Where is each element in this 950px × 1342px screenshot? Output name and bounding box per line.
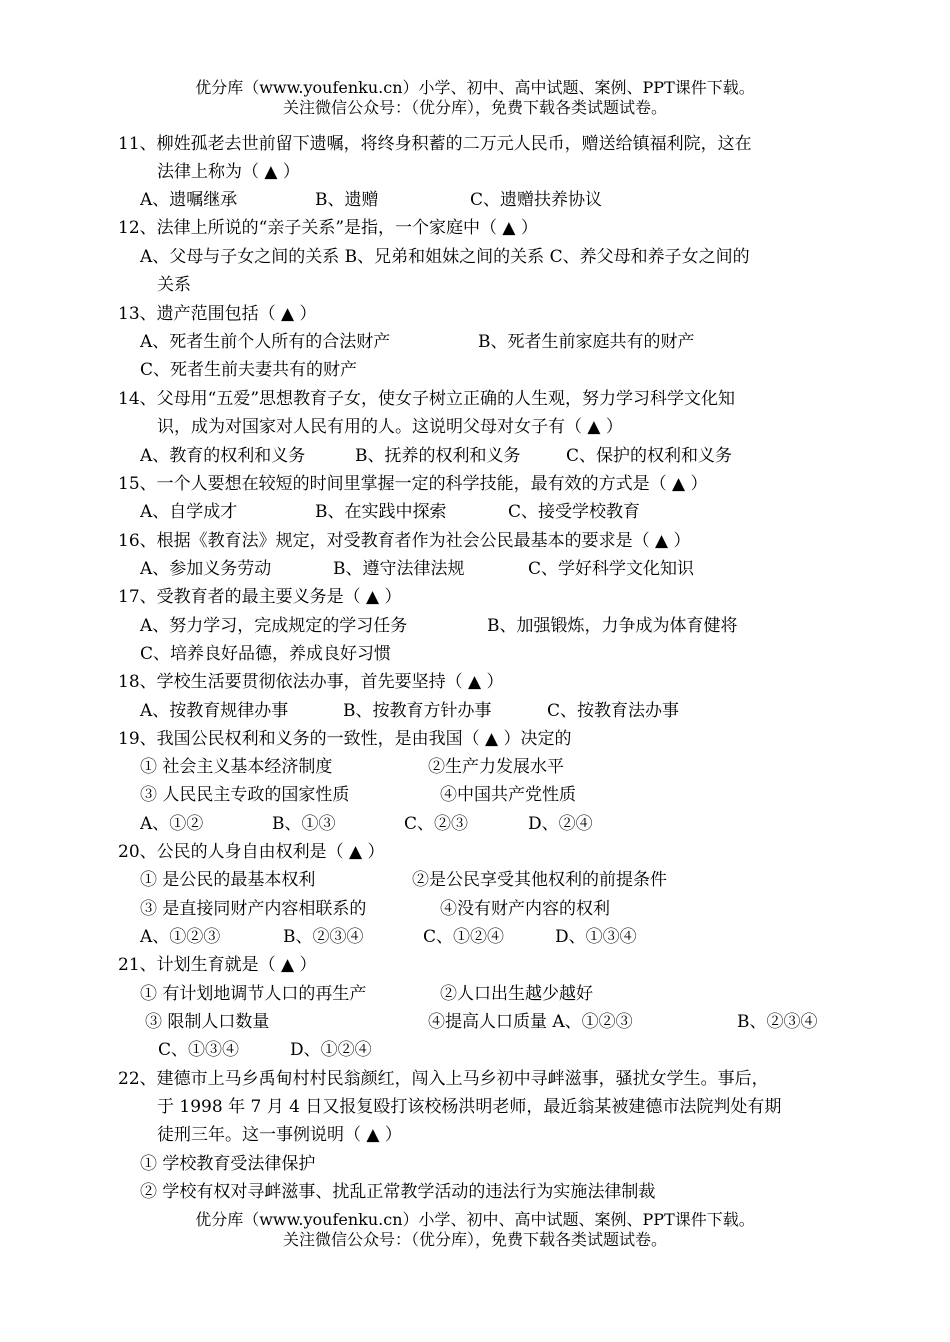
answer-option: B、①③ [272, 814, 336, 834]
text-line: 徒刑三年。这一事例说明（ ▲ ） [157, 1125, 402, 1145]
text-line: 于 1998 年 7 月 4 日又报复殴打该校杨洪明老师，最近翁某被建德市法院判处有期 [157, 1097, 782, 1117]
text-line: C、培养良好品德，养成良好习惯 [140, 644, 392, 664]
answer-option: ②是公民享受其他权利的前提条件 [412, 870, 667, 890]
answer-option: B、死者生前家庭共有的财产 [478, 332, 695, 352]
answer-option: A、自学成才 [140, 502, 238, 522]
answer-option: ②生产力发展水平 [428, 757, 564, 777]
text-line: 法律上称为（ ▲ ） [157, 162, 300, 182]
answer-option: A、①②③ [140, 927, 221, 947]
answer-option: A、按教育规律办事 [140, 701, 289, 721]
text-line: 识，成为对国家对人民有用的人。这说明父母对女子有（ ▲ ） [157, 417, 623, 437]
text-line: 21、计划生育就是（ ▲ ） [118, 955, 317, 975]
answer-option: ④中国共产党性质 [440, 785, 576, 805]
answer-option: D、②④ [528, 814, 593, 834]
answer-option: ②人口出生越少越好 [440, 984, 593, 1004]
answer-option: B、抚养的权利和义务 [355, 446, 521, 466]
text-line: 13、遗产范围包括（ ▲ ） [118, 304, 317, 324]
answer-option: C、①②④ [423, 927, 505, 947]
answer-option: C、②③ [404, 814, 469, 834]
answer-option: ④提高人口质量 A、①②③ [428, 1012, 633, 1032]
answer-option: B、②③④ [283, 927, 364, 947]
header-line-1: 优分库（www.youfenku.cn）小学、初中、高中试题、案例、PPT课件下载。 [195, 78, 755, 97]
text-line: ② 学校有权对寻衅滋事、扰乱正常教学活动的违法行为实施法律制裁 [140, 1182, 656, 1202]
answer-option: ③ 是直接同财产内容相联系的 [140, 899, 367, 919]
answer-option: C、接受学校教育 [508, 502, 641, 522]
answer-option: C、遗赠扶养协议 [470, 190, 603, 210]
answer-option: ③ 人民民主专政的国家性质 [140, 785, 350, 805]
text-line: 19、我国公民权利和义务的一致性，是由我国（ ▲ ）决定的 [118, 729, 572, 749]
answer-option: ① 社会主义基本经济制度 [140, 757, 333, 777]
text-line: 22、建德市上马乡禹甸村村民翁颜红，闯入上马乡初中寻衅滋事，骚扰女学生。事后， [118, 1069, 769, 1089]
answer-option: A、努力学习，完成规定的学习任务 [140, 616, 408, 636]
answer-option: A、参加义务劳动 [140, 559, 272, 579]
answer-option: B、按教育方针办事 [343, 701, 492, 721]
footer-line-1: 优分库（www.youfenku.cn）小学、初中、高中试题、案例、PPT课件下载。 [195, 1210, 755, 1229]
answer-option: ③ 限制人口数量 [145, 1012, 270, 1032]
answer-option: C、按教育法办事 [547, 701, 680, 721]
text-line: 20、公民的人身自由权利是（ ▲ ） [118, 842, 385, 862]
answer-option: ① 有计划地调节人口的再生产 [140, 984, 367, 1004]
answer-option: C、保护的权利和义务 [566, 446, 733, 466]
text-line: 15、一个人要想在较短的时间里掌握一定的科学技能，最有效的方式是（ ▲ ） [118, 474, 708, 494]
text-line: 14、父母用“五爱”思想教育子女，使女子树立正确的人生观，努力学习科学文化知 [118, 389, 736, 409]
answer-option: ① 是公民的最基本权利 [140, 870, 316, 890]
answer-option: B、加强锻炼，力争成为体育健将 [487, 616, 738, 636]
text-line: C、死者生前夫妻共有的财产 [140, 360, 358, 380]
answer-option: ④没有财产内容的权利 [440, 899, 610, 919]
text-line: 16、根据《教育法》规定，对受教育者作为社会公民最基本的要求是（ ▲ ） [118, 531, 691, 551]
answer-option: B、②③④ [737, 1012, 818, 1032]
footer-line-2: 关注微信公众号：（优分库），免费下载各类试题试卷。 [282, 1230, 667, 1249]
answer-option: B、在实践中探索 [315, 502, 447, 522]
text-line: A、父母与子女之间的关系 B、兄弟和姐妹之间的关系 C、养父母和养子女之间的 [140, 247, 750, 267]
answer-option: B、遗赠 [315, 190, 379, 210]
answer-option: A、死者生前个人所有的合法财产 [140, 332, 391, 352]
answer-option: A、教育的权利和义务 [140, 446, 306, 466]
text-line: 11、柳姓孤老去世前留下遗嘱，将终身积蓄的二万元人民币，赠送给镇福利院，这在 [118, 134, 752, 154]
text-line: 18、学校生活要贯彻依法办事，首先要坚持（ ▲ ） [118, 672, 504, 692]
answer-option: D、①③④ [555, 927, 637, 947]
text-line: 12、法律上所说的“亲子关系”是指，一个家庭中（ ▲ ） [118, 218, 538, 238]
text-line: 关系 [157, 275, 191, 295]
text-line: ① 学校教育受法律保护 [140, 1154, 316, 1174]
text-line: 17、受教育者的最主要义务是（ ▲ ） [118, 587, 402, 607]
answer-option: C、学好科学文化知识 [528, 559, 695, 579]
header-line-2: 关注微信公众号：（优分库），免费下载各类试题试卷。 [282, 98, 667, 117]
answer-option: A、①② [140, 814, 204, 834]
answer-option: A、遗嘱继承 [140, 190, 238, 210]
answer-option: B、遵守法律法规 [333, 559, 465, 579]
answer-option: D、①②④ [290, 1040, 372, 1060]
answer-option: C、①③④ [158, 1040, 240, 1060]
